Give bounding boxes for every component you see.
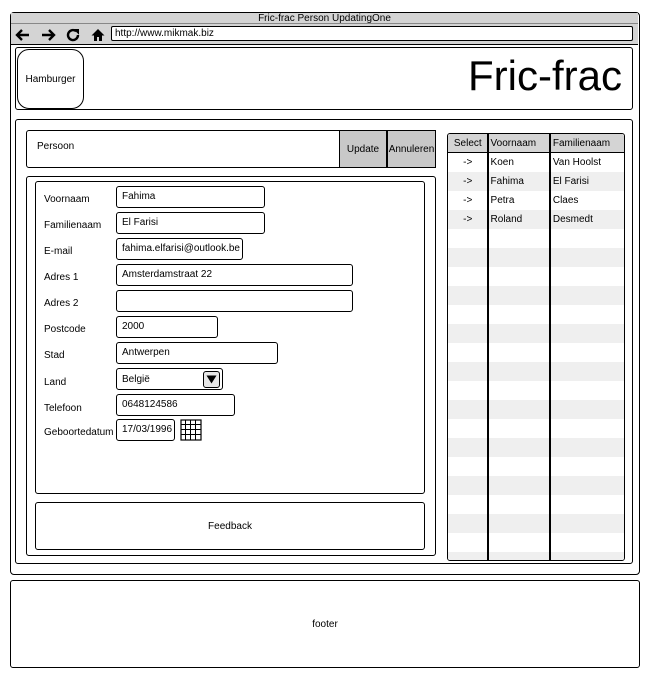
empty-row [448, 457, 624, 476]
cell-familienaam: Claes [552, 195, 579, 206]
table-row [448, 153, 624, 172]
reload-icon[interactable] [64, 26, 82, 43]
window-title: Fric-frac Person UpdatingOne [11, 13, 638, 24]
select-arrow[interactable]: -> [463, 195, 473, 206]
url-input[interactable]: http://www.mikmak.biz [111, 26, 633, 41]
page-footer: footer [10, 580, 640, 668]
geboortedatum-label: Geboortedatum [44, 427, 114, 438]
select-arrow[interactable]: -> [463, 157, 473, 168]
feedback-box: Feedback [35, 502, 425, 550]
geboortedatum-input[interactable]: 17/03/1996 [116, 419, 175, 441]
cell-familienaam: Van Hoolst [552, 157, 602, 168]
column-divider [487, 134, 489, 560]
voornaam-label: Voornaam [44, 194, 90, 205]
person-form [35, 181, 425, 494]
header-select: Select [453, 138, 482, 149]
empty-row [448, 476, 624, 495]
empty-row [448, 248, 624, 267]
cell-voornaam: Petra [490, 195, 515, 206]
page-header [15, 47, 633, 110]
dropdown-arrow-icon[interactable] [203, 371, 220, 388]
main-content [15, 119, 633, 564]
empty-row [448, 324, 624, 343]
empty-row [448, 343, 624, 362]
cell-voornaam: Roland [490, 214, 523, 225]
cell-familienaam: Desmedt [552, 214, 593, 225]
persoon-label: Persoon [37, 141, 75, 152]
empty-row [448, 533, 624, 552]
empty-row [448, 419, 624, 438]
forward-arrow-icon[interactable] [39, 26, 57, 43]
empty-row [448, 514, 624, 533]
empty-row [448, 495, 624, 514]
email-input[interactable]: fahima.elfarisi@outlook.be [116, 238, 243, 260]
hamburger-button[interactable]: Hamburger [17, 49, 84, 109]
land-selected-value: België [122, 373, 150, 385]
email-label: E-mail [44, 246, 73, 257]
empty-row [448, 305, 624, 324]
empty-row [448, 438, 624, 457]
land-label: Land [44, 377, 67, 388]
select-arrow[interactable]: -> [463, 176, 473, 187]
back-arrow-icon[interactable] [14, 26, 32, 43]
table-header [448, 134, 624, 153]
adres1-input[interactable]: Amsterdamstraat 22 [116, 264, 353, 286]
table-row [448, 210, 624, 229]
telefoon-label: Telefoon [44, 403, 82, 414]
table-row [448, 191, 624, 210]
postcode-label: Postcode [44, 324, 86, 335]
brand-title: Fric-frac [468, 52, 622, 99]
calendar-icon[interactable] [180, 419, 202, 441]
empty-row [448, 286, 624, 305]
adres1-label: Adres 1 [44, 272, 79, 283]
select-arrow[interactable]: -> [463, 214, 473, 225]
familienaam-label: Familienaam [44, 220, 102, 231]
table-row [448, 172, 624, 191]
familienaam-input[interactable]: El Farisi [116, 212, 265, 234]
adres2-label: Adres 2 [44, 298, 79, 309]
adres2-input[interactable] [116, 290, 353, 312]
stad-label: Stad [44, 350, 65, 361]
update-button[interactable]: Update [339, 130, 387, 168]
empty-row [448, 362, 624, 381]
cell-voornaam: Koen [490, 157, 514, 168]
browser-toolbar [11, 24, 638, 45]
cell-voornaam: Fahima [490, 176, 524, 187]
empty-row [448, 381, 624, 400]
stad-input[interactable]: Antwerpen [116, 342, 278, 364]
column-divider [549, 134, 551, 560]
voornaam-input[interactable]: Fahima [116, 186, 265, 208]
empty-row [448, 267, 624, 286]
home-icon[interactable] [89, 26, 107, 43]
land-select[interactable] [116, 368, 223, 390]
annuleren-button[interactable]: Annuleren [387, 130, 436, 168]
persoon-toolbar [26, 130, 436, 168]
telefoon-input[interactable]: 0648124586 [116, 394, 235, 416]
person-table [447, 133, 625, 561]
header-voornaam: Voornaam [490, 138, 537, 149]
empty-row [448, 552, 624, 561]
header-familienaam: Familienaam [552, 138, 611, 149]
browser-window [10, 12, 640, 575]
empty-row [448, 229, 624, 248]
cell-familienaam: El Farisi [552, 176, 589, 187]
empty-row [448, 400, 624, 419]
form-panel [26, 176, 436, 556]
postcode-input[interactable]: 2000 [116, 316, 218, 338]
